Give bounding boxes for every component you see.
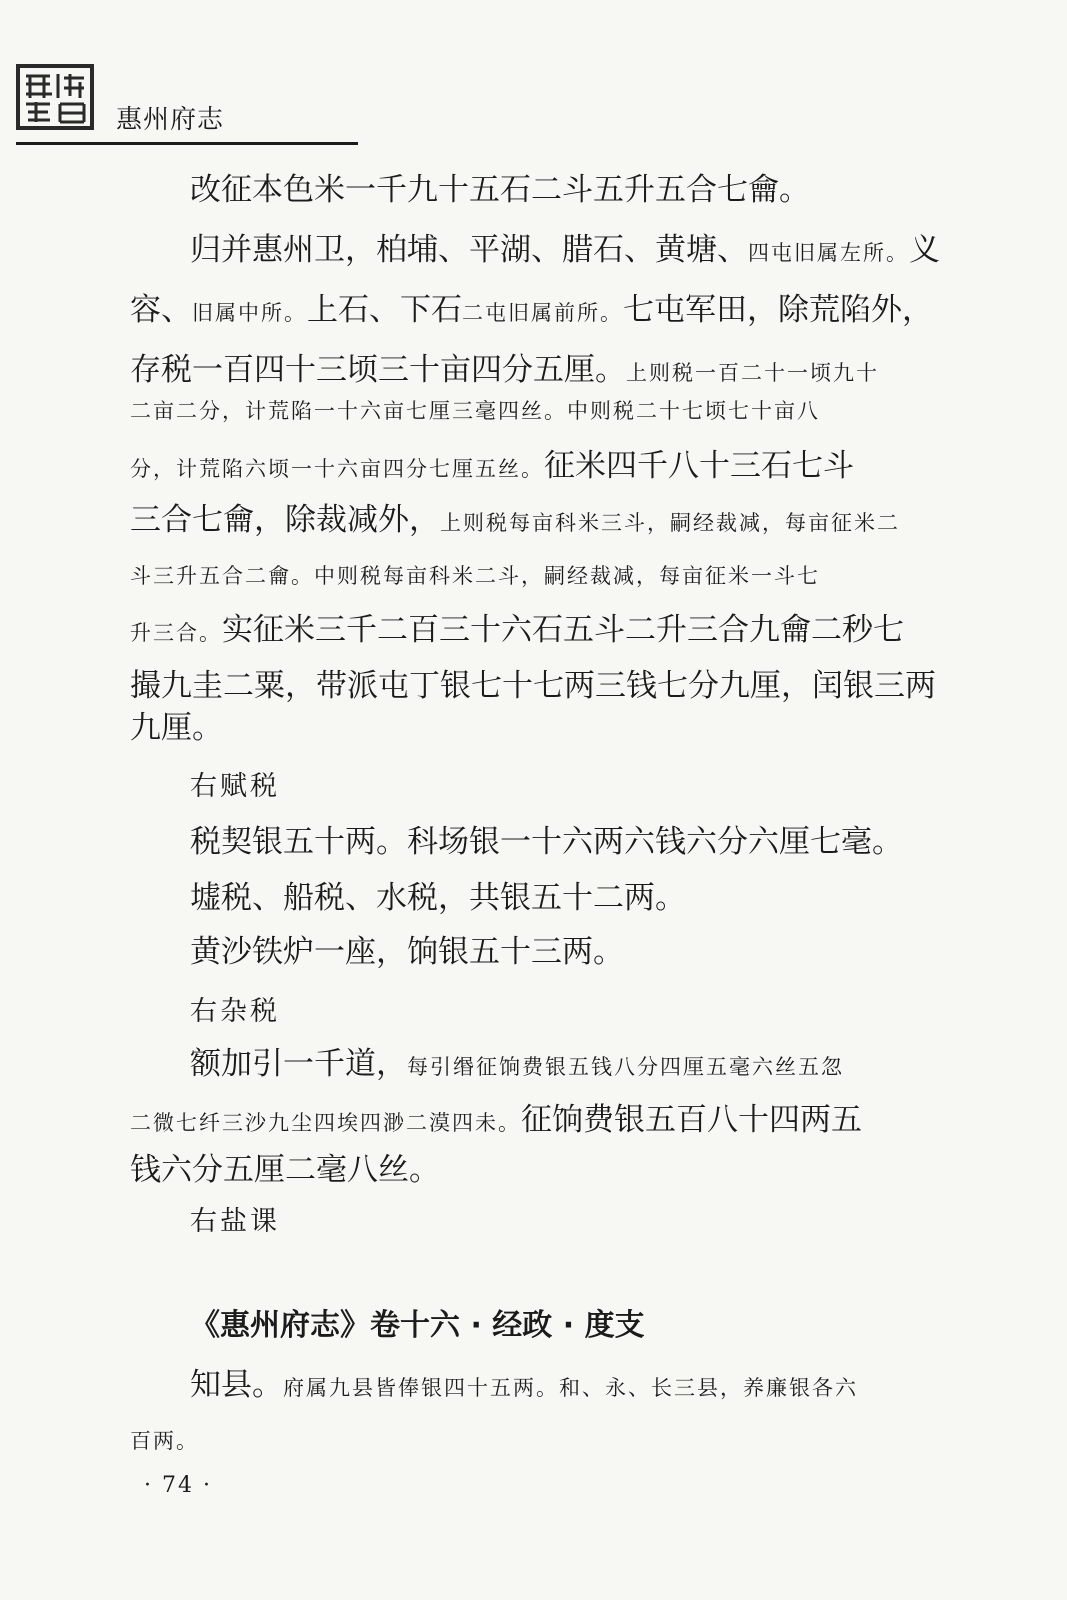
text-segment: 九厘。: [130, 710, 223, 746]
text-line: [130, 446, 854, 486]
annotation-segment: 斗三升五合二龠。中则税每亩科米二斗，嗣经裁减，每亩征米一斗七: [130, 564, 820, 588]
text-segment: 征米四千八十三石七斗: [544, 448, 854, 484]
text-line: [130, 500, 900, 540]
text-segment: 钱六分五厘二毫八丝。: [130, 1152, 440, 1188]
text-segment: 三合七龠，除裁减外，: [130, 502, 440, 538]
text-line: [130, 1150, 440, 1190]
header-rule: [16, 142, 358, 145]
text-line: [130, 1100, 862, 1140]
annotation-segment: 百两。: [130, 1429, 199, 1453]
text-line: [190, 932, 624, 972]
page-number: · 74 ·: [144, 1473, 212, 1498]
text-line: [190, 1200, 280, 1240]
annotation-segment: 府属九县皆俸银四十五两。和、永、长三县，养廉银各六: [283, 1376, 858, 1400]
annotation-segment: 旧属中所。: [192, 301, 307, 325]
section-label: 右杂税: [190, 996, 280, 1027]
text-line: [190, 765, 280, 805]
text-line: [130, 666, 936, 706]
text-segment: 义: [909, 232, 940, 268]
text-segment: 归并惠州卫，柏埔、平湖、腊石、黄塘、: [190, 232, 748, 268]
text-line: [130, 290, 933, 330]
text-line: [190, 1044, 844, 1084]
text-line: [190, 822, 903, 862]
text-line: [130, 1418, 199, 1458]
text-segment: 改征本色米一千九十五石二斗五升五合七龠。: [190, 172, 810, 208]
annotation-segment: 二微七纤三沙九尘四埃四渺二漠四未。: [130, 1111, 521, 1135]
annotation-segment: 二屯旧属前所。: [462, 301, 623, 325]
text-line: [190, 990, 280, 1030]
text-segment: 七屯军田，除荒陷外，: [623, 292, 933, 328]
seal-logo: [16, 64, 94, 130]
text-line: [190, 230, 940, 270]
text-line: [190, 1365, 858, 1405]
text-segment: 上石、下石: [307, 292, 462, 328]
seal-glyph-icon: [20, 68, 90, 126]
running-title: 惠州府志: [116, 105, 225, 135]
text-line: [190, 878, 686, 918]
section-label: 右盐课: [190, 1206, 280, 1237]
text-segment: 存税一百四十三顷三十亩四分五厘。: [130, 352, 626, 388]
text-segment: 征饷费银五百八十四两五: [521, 1102, 862, 1138]
text-segment: 税契银五十两。科场银一十六两六钱六分六厘七毫。: [190, 824, 903, 860]
text-line: [130, 708, 223, 748]
annotation-segment: 升三合。: [130, 621, 222, 645]
text-line: [130, 610, 904, 650]
annotation-segment: 分，计荒陷六顷一十六亩四分七厘五丝。: [130, 457, 544, 481]
annotation-segment: 每引缗征饷费银五钱八分四厘五毫六丝五忽: [407, 1055, 844, 1079]
text-line: [190, 170, 810, 210]
text-segment: 额加引一千道，: [190, 1046, 407, 1082]
text-line: [130, 350, 879, 390]
text-line: [130, 388, 820, 428]
text-segment: 容、: [130, 292, 192, 328]
text-line: [130, 553, 820, 593]
section-label: 右赋税: [190, 771, 280, 802]
annotation-segment: 上则税每亩科米三斗，嗣经裁减，每亩征米二: [440, 511, 900, 535]
text-line: [190, 1305, 645, 1345]
text-segment: 黄沙铁炉一座，饷银五十三两。: [190, 934, 624, 970]
annotation-segment: 二亩二分，计荒陷一十六亩七厘三毫四丝。中则税二十七顷七十亩八: [130, 399, 820, 423]
text-segment: 实征米三千二百三十六石五斗二升三合九龠二秒七: [222, 612, 904, 648]
text-segment: 知县。: [190, 1367, 283, 1403]
section-heading: 《惠州府志》卷十六 · 经政 · 度支: [190, 1308, 645, 1343]
annotation-segment: 上则税一百二十一顷九十: [626, 361, 879, 385]
text-segment: 撮九圭二粟，带派屯丁银七十七两三钱七分九厘，闰银三两: [130, 668, 936, 704]
text-segment: 墟税、船税、水税，共银五十二两。: [190, 880, 686, 916]
annotation-segment: 四屯旧属左所。: [748, 241, 909, 265]
